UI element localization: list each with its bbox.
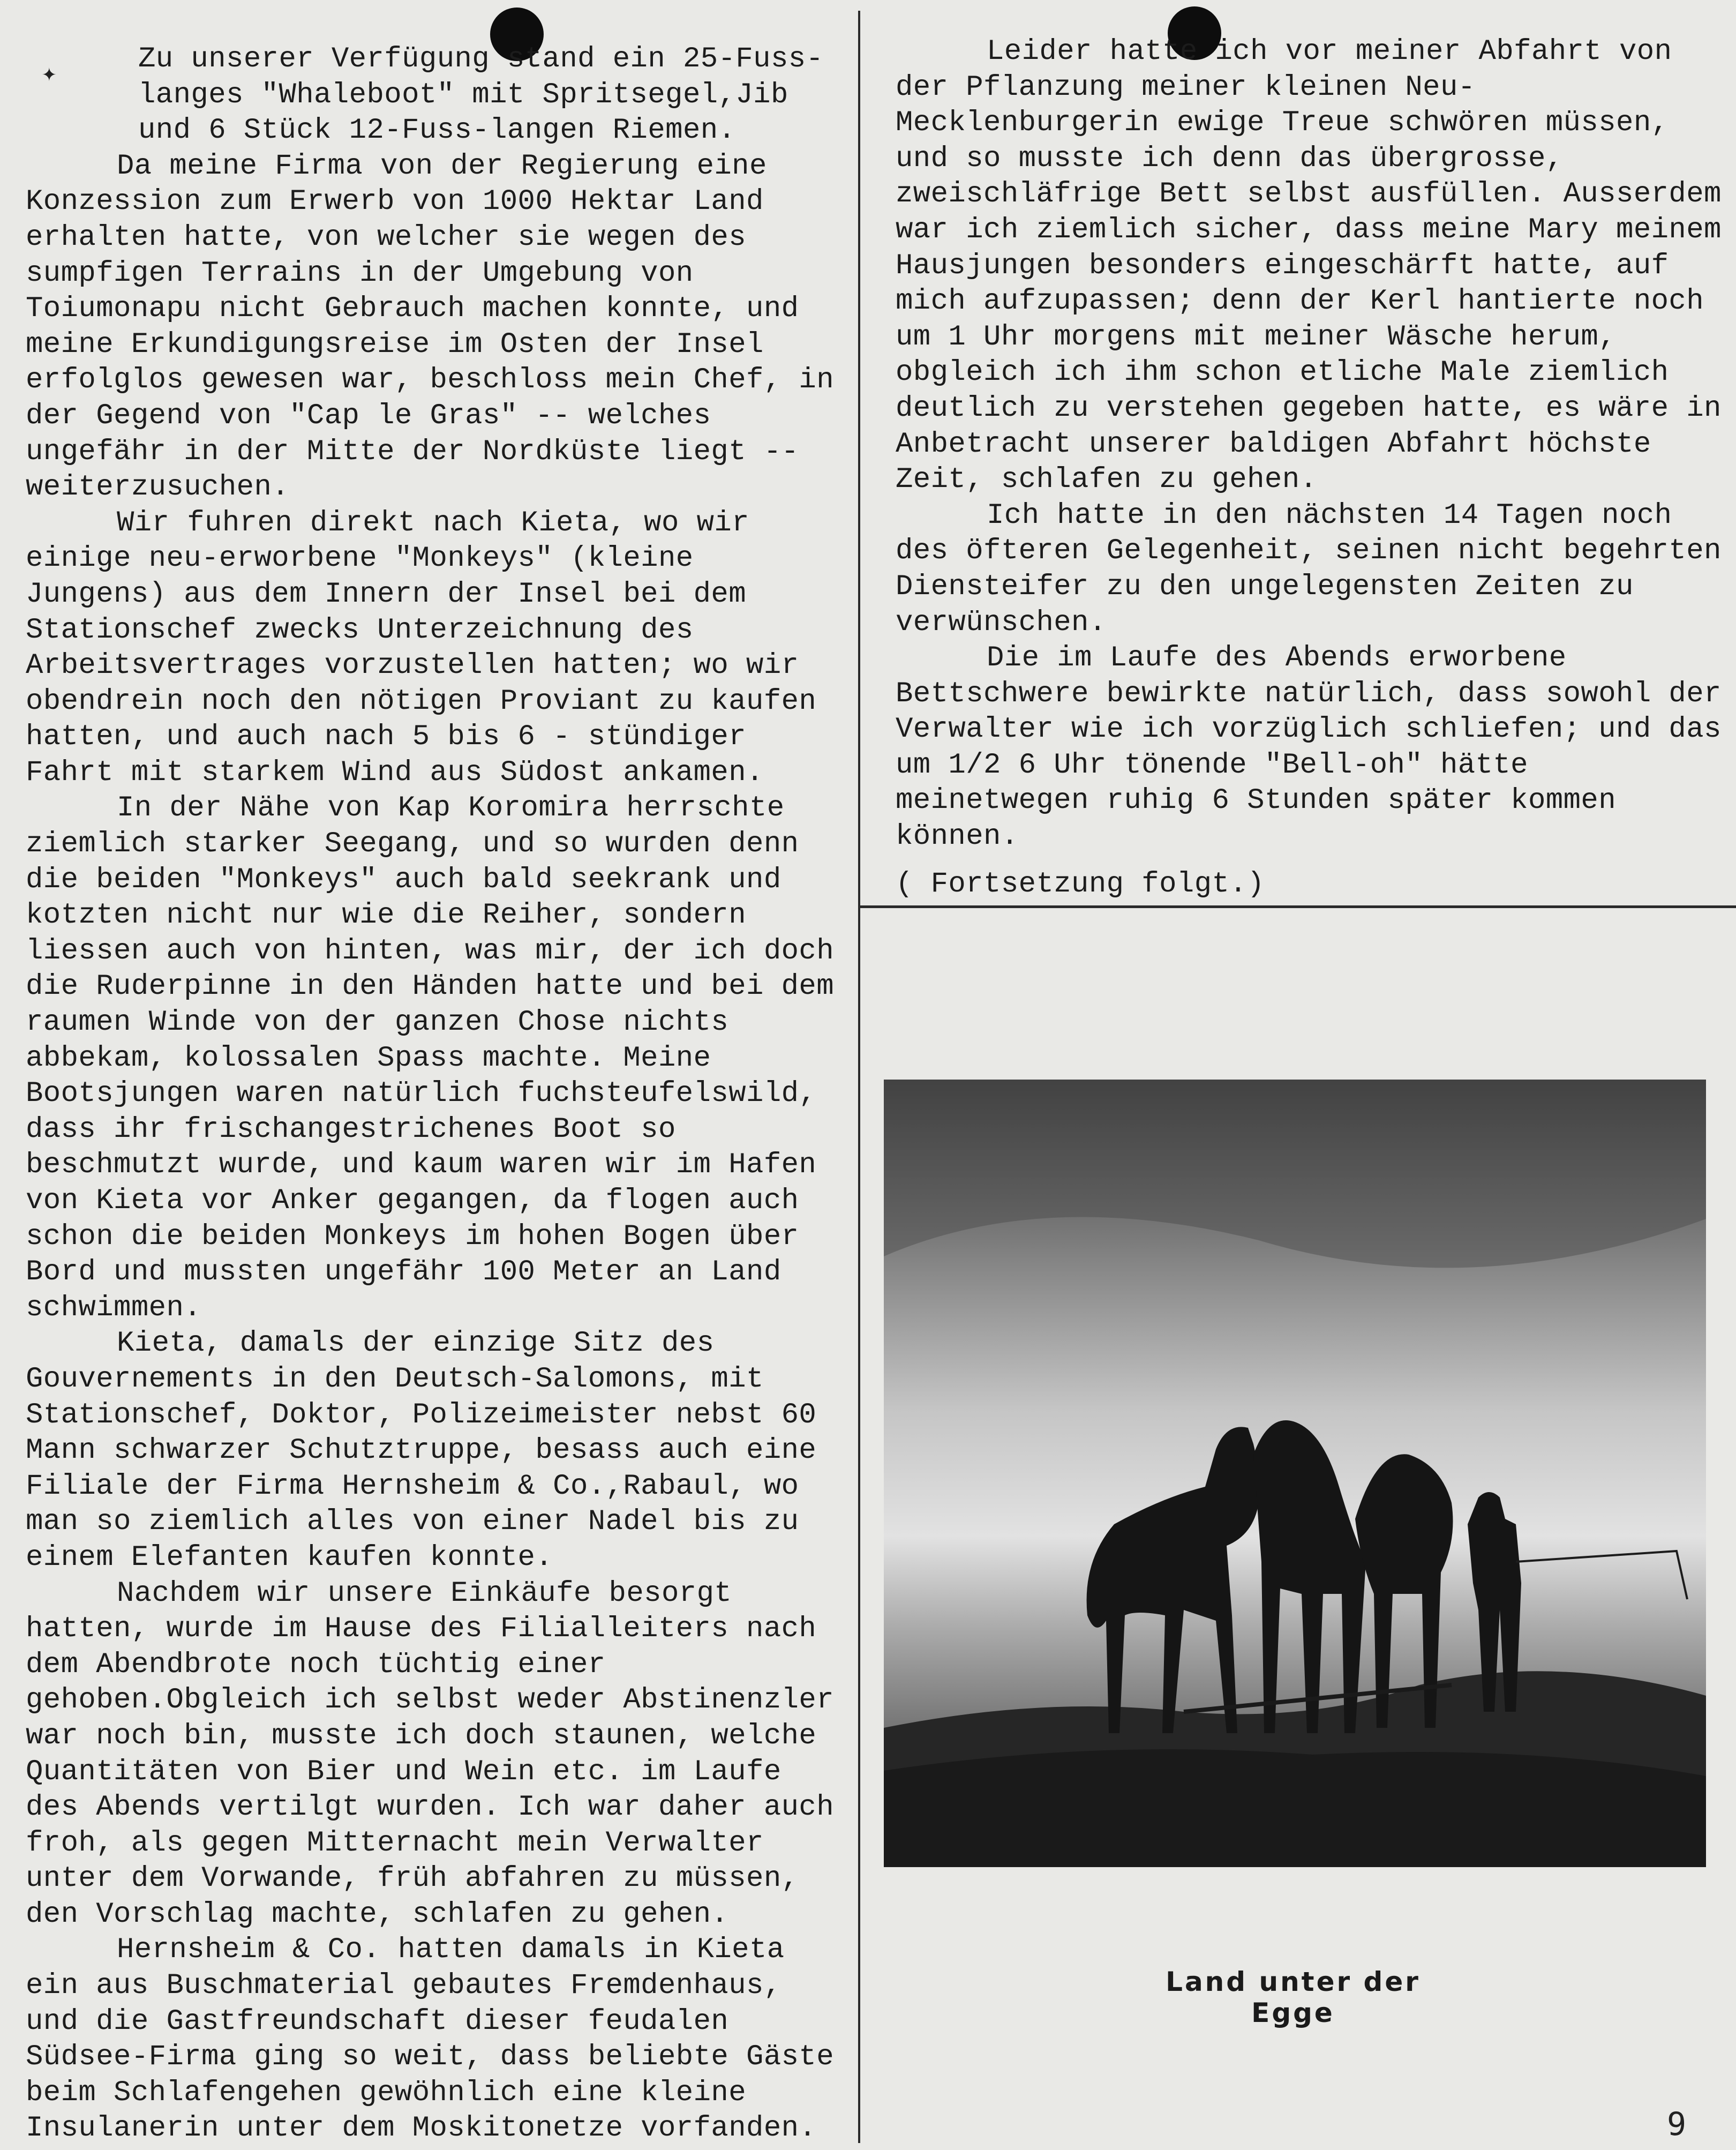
- paragraph: Nachdem wir unsere Einkäufe besorgt hatten, wurde im Hause des Filialleiters nach dem Abendbrote noch tüchtig einer gehoben.Obgleich ich selbst weder Abstinenzler war noch bin, musste ich doch staunen, welche Quantitäten von Bier und Wein etc. im Laufe des Abends vertilgt wurden. Ich war daher auch froh, als gegen Mitternacht mein Verwalter unter dem Vorwande, früh abfahren zu müssen, den Vorschlag machte, schlafen zu gehen.: [26, 1577, 835, 1931]
- photo-caption: Land unter der Egge: [1166, 1966, 1421, 2028]
- paragraph: Ich hatte in den nächsten 14 Tagen noch des öfteren Gelegenheit, seinen nicht begehrten Diensteifer zu den ungelegensten Zeiten zu verwünschen.: [896, 499, 1722, 639]
- ink-mark: ✦: [42, 61, 57, 88]
- continuation-note: ( Fortsetzung folgt.): [896, 867, 1265, 901]
- paragraph: Da meine Firma von der Regierung eine Konzession zum Erwerb von 1000 Hektar Land erhalten hatte, von welcher sie wegen des sumpfigen Terrains in der Umgebung von Toiumonapu nicht Gebrauch machen konnte, und meine Erkundigungsreise im Osten der Insel erfolglos gewesen war, beschloss mein Chef, in der Gegend von "Cap le Gras" -- welches ungefähr in der Mitte der Nordküste liegt -- weiterzusuchen.: [26, 149, 835, 504]
- paragraph: Die im Laufe des Abends erworbene Bettschwere bewirkte natürlich, dass sowohl der Verwalter wie ich vorzüglich schliefen; und das um 1/2 6 Uhr tönende "Bell-oh" hätte meinetwegen ruhig 6 Stunden später kommen können.: [896, 642, 1722, 853]
- section-divider: [860, 905, 1736, 908]
- paragraph: In der Nähe von Kap Koromira herrschte ziemlich starker Seegang, und so wurden denn die beiden "Monkeys" auch bald seekrank und kotzten nicht nur wie die Reiher, sondern liessen auch von hinten, was mir, der ich doch die Ruderpinne in den Händen hatte und bei dem raumen Winde von der ganzen Chose nichts abbekam, kolossalen Spass machte. Meine Bootsjungen waren natürlich fuchsteufelswild, dass ihr frischangestrichenes Boot so beschmutzt wurde, und kaum waren wir im Hafen von Kieta vor Anker gegangen, da flogen auch schon die beiden Monkeys im hohen Bogen über Bord und mussten ungefähr 100 Meter an Land schwimmen.: [26, 792, 835, 1324]
- column-divider: [858, 11, 860, 2143]
- paragraph: Kieta, damals der einzige Sitz des Gouvernements in den Deutsch-Salomons, mit Stationschef, Doktor, Polizeimeister nebst 60 Mann schwarzer Schutztruppe, besass auch eine Filiale der Firma Hernsheim & Co.,Rabaul, wo man so ziemlich alles von einer Nadel bis zu einem Elefanten kaufen konnte.: [26, 1327, 817, 1574]
- right-column: [896, 34, 1729, 902]
- paragraph: Hernsheim & Co. hatten damals in Kieta ein aus Buschmaterial gebautes Fremdenhaus, und die Gastfreundschaft dieser feudalen Südsee-Firma ging so weit, dass beliebte Gäste beim Schlafengehen gewöhnlich eine kleine Insulanerin unter dem Moskitonetze vorfanden.: [26, 1934, 835, 2145]
- left-column: [26, 42, 851, 2147]
- paragraph: Leider hatte ich vor meiner Abfahrt von der Pflanzung meiner kleinen Neu-Mecklenburgerin ewige Treue schwören müssen, und so musste ich denn das übergrosse, zweischläfrige Bett selbst ausfüllen. Ausserdem war ich ziemlich sicher, dass meine Mary meinem Hausjungen besonders eingeschärft hatte, auf mich aufzupassen; denn der Kerl hantierte noch um 1 Uhr morgens mit meiner Wäsche herum, obgleich ich ihm schon etliche Male ziemlich deutlich zu verstehen gegeben hatte, es wäre in Anbetracht unserer baldigen Abfahrt höchste Zeit, schlafen zu gehen.: [896, 35, 1722, 497]
- paragraph: Wir fuhren direkt nach Kieta, wo wir einige neu-erworbene "Monkeys" (kleine Jungens) aus dem Innern der Insel bei dem Stationschef zwecks Unterzeichnung des Arbeitsvertrages vorzustellen hatten; wo wir obendrein noch den nötigen Proviant zu kaufen hatten, und auch nach 5 bis 6 - stündiger Fahrt mit starkem Wind aus Südost ankamen.: [26, 506, 817, 789]
- page-number: 9: [1667, 2106, 1687, 2143]
- paragraph: Zu unserer Verfügung stand ein 25-Fuss-langes "Whaleboot" mit Spritsegel,Jib und 6 Stück 12-Fuss-langen Riemen.: [138, 43, 824, 147]
- photo-horses-plowing: [884, 1080, 1706, 1867]
- photo-illustration: [884, 1080, 1706, 1867]
